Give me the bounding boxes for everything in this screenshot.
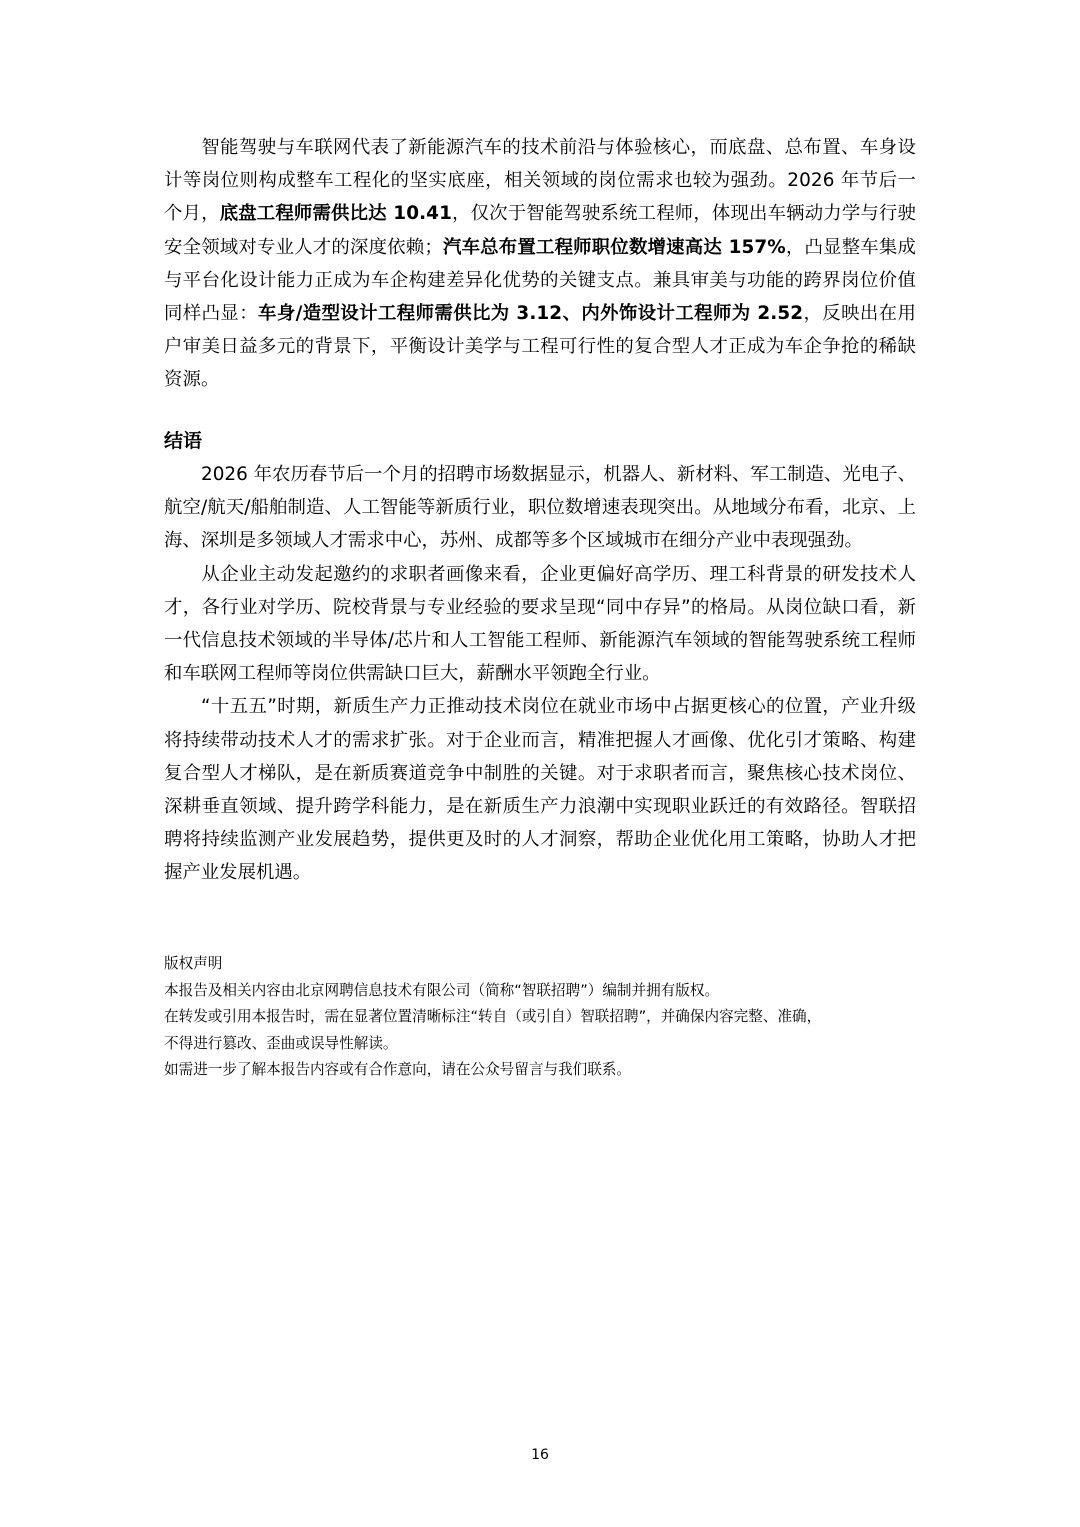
conclusion-text-2: 从企业主动发起邀约的求职者画像来看，企业更偏好高学历、理工科背景的研发技术人才，各行业对学历、院校背景与专业经验的要求呈现“同中存异”的格局。从岗位缺口看，新一代信息技术领域的半导体/芯片和人工智能工程师、新能源汽车领域的智能驾驶系统工程师和车联网工程师等岗位供需缺口巨大，薪酬水平领跑全行业。 — [164, 563, 916, 685]
highlight-design-ratio: 车身/造型设计工程师需供比为 3.12、内外饰设计工程师为 2.52 — [258, 303, 804, 325]
copyright-line-1: 本报告及相关内容由北京网聘信息技术有限公司（简称“智联招聘”）编制并拥有版权。 — [164, 981, 720, 999]
section-heading-conclusion: 结语 — [164, 430, 203, 452]
copyright-notice — [164, 951, 924, 1084]
conclusion-body — [164, 458, 916, 890]
copyright-line-4: 如需进一步了解本报告内容或有合作意向，请在公众号留言与我们联系。 — [164, 1061, 632, 1079]
paragraph-text: 智能驾驶与车联网代表了新能源汽车的技术前沿与体验核心，而底盘、总布置、车身设计等岗位则构成整车工程化的坚实底座，相关领域的岗位需求也较为强劲。2026 年节后一个月， — [164, 137, 916, 225]
paragraph-text: ，凸显整车集成与平台化设计能力正成为车企构建差异化优势的关键支点。兼具审美与功能的跨界岗位价值同样凸显： — [164, 236, 916, 325]
highlight-layout-growth: 汽车总布置工程师职位数增速高达 157% — [442, 236, 786, 258]
copyright-line-3: 不得进行篡改、歪曲或误导性解读。 — [164, 1034, 398, 1052]
conclusion-paragraph-3 — [164, 690, 916, 889]
conclusion-paragraph-2 — [164, 558, 916, 691]
paragraph-text: ，仅次于智能驾驶系统工程师，体现出车辆动力学与行驶安全领域对专业人才的深度依赖； — [164, 203, 916, 258]
page-number: 16 — [531, 1447, 549, 1463]
paragraph-text: ，反映出在用户审美日益多元的背景下，平衡设计美学与工程可行性的复合型人才正成为车企争抢的稀缺资源。 — [164, 303, 916, 391]
conclusion-text-1: 2026 年农历春节后一个月的招聘市场数据显示，机器人、新材料、军工制造、光电子、航空/航天/船舶制造、人工智能等新质行业，职位数增速表现突出。从地域分布看，北京、上海、深圳是多领域人才需求中心，苏州、成都等多个区域城市在细分产业中表现强劲。 — [164, 464, 916, 552]
conclusion-text-3: “十五五”时期，新质生产力正推动技术岗位在就业市场中占据更核心的位置，产业升级将持续带动技术人才的需求扩张。对于企业而言，精准把握人才画像、优化引才策略、构建复合型人才梯队，是在新质赛道竞争中制胜的关键。对于求职者而言，聚焦核心技术岗位、深耕垂直领域、提升跨学科能力，是在新质生产力浪潮中实现职业跃迁的有效路径。智联招聘将持续监测产业发展趋势，提供更及时的人才洞察，帮助企业优化用工策略，协助人才把握产业发展机遇。 — [164, 696, 916, 884]
copyright-title: 版权声明 — [164, 955, 223, 972]
copyright-line-2: 在转发或引用本报告时，需在显著位置清晰标注“转自（或引自）智联招聘”，并确保内容完整、准确， — [164, 1008, 822, 1026]
highlight-chassis-ratio: 底盘工程师需供比达 10.41 — [219, 203, 452, 225]
conclusion-paragraph-1 — [164, 458, 916, 558]
paragraph-automotive-roles — [164, 131, 916, 397]
